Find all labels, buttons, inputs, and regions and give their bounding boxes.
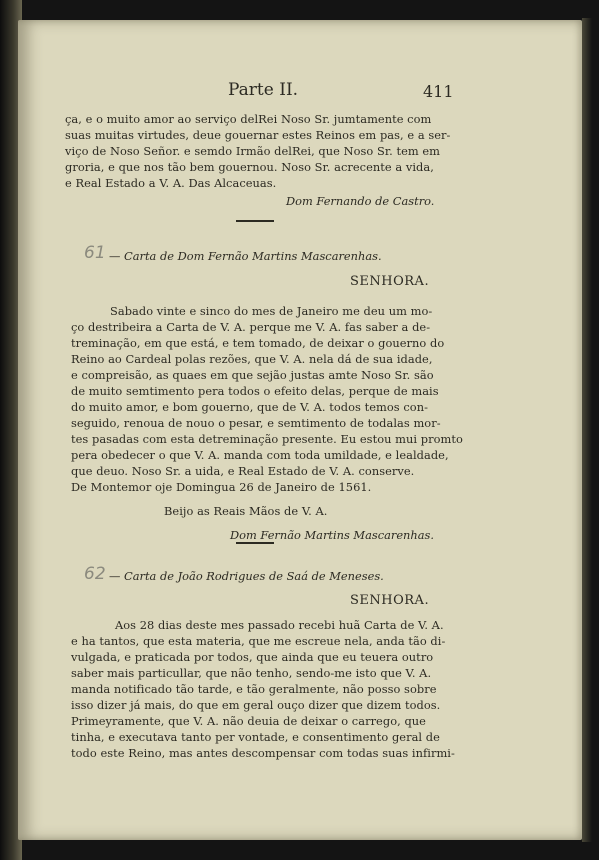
text-line: groria, e que nos tão bem gouernou. Noso Sr. acrecente a vida, (65, 160, 434, 174)
text-line: treminação, em que está, e tem tomado, de deixar o gouerno do (71, 336, 445, 350)
letter-3-title: — Carta de João Rodrigues de Saá de Meneses. (109, 569, 384, 583)
text-line: tes pasadas com esta detreminação presente. Eu estou mui promto (71, 432, 463, 446)
pencil-annotation: 61 (84, 243, 106, 263)
text-line: Reino ao Cardeal polas rezões, que V. A. nela dá de sua idade, (71, 352, 433, 366)
text-line: seguido, renoua de nouo o pesar, e semtimento de todalas mor- (71, 416, 441, 430)
text-line: ça, e o muito amor ao serviço delRei Noso Sr. jumtamente com (65, 112, 432, 126)
section-divider (236, 220, 274, 222)
text-line: isso dizer já mais, do que em geral ouço dizer que dizem todos. (71, 698, 441, 712)
book-page (18, 20, 582, 840)
text-line: De Montemor oje Domingua 26 de Janeiro de 1561. (71, 480, 372, 494)
section-divider (236, 542, 274, 544)
text-line: Aos 28 dias deste mes passado recebi huã Carta de V. A. (115, 618, 444, 632)
text-line: Primeyramente, que V. A. não deuia de deixar o carrego, que (71, 714, 426, 728)
text-line: ço destribeira a Carta de V. A. perque me V. A. fas saber a de- (71, 320, 431, 334)
letter-2-title: — Carta de Dom Fernão Martins Mascarenhas. (109, 249, 382, 263)
text-line: pera obedecer o que V. A. manda com toda umildade, e lealdade, (71, 448, 449, 462)
text-line: e compreisão, as quaes em que sejão justas amte Noso Sr. são (71, 368, 434, 382)
text-line: do muito amor, e bom gouerno, que de V. A. todos temos con- (71, 400, 428, 414)
text-line: de muito semtimento pera todos o efeito delas, perque de mais (71, 384, 439, 398)
letter-2-salutation: SENHORA. (350, 274, 430, 289)
text-line: tinha, e executava tanto per vontade, e consentimento geral de (71, 730, 440, 744)
text-line: manda notificado tão tarde, e tão geralmente, não posso sobre (71, 682, 437, 696)
letter-3-salutation: SENHORA. (350, 593, 430, 608)
pencil-annotation: 62 (84, 564, 106, 584)
page-edge (582, 18, 592, 842)
text-line: e Real Estado a V. A. Das Alcaceuas. (65, 176, 277, 190)
text-line: vulgada, e praticada por todos, que ainda que eu teuera outro (71, 650, 434, 664)
letter-2-closing: Beijo as Reais Mãos de V. A. (164, 504, 328, 518)
text-line: e ha tantos, que esta materia, que me escreue nela, anda tão di- (71, 634, 446, 648)
text-line: viço de Noso Señor. e semdo Irmão delRei, que Noso Sr. tem em (65, 144, 441, 158)
letter-2-signature: Dom Fernão Martins Mascarenhas. (230, 528, 434, 542)
text-line: Sabado vinte e sinco do mes de Janeiro me deu um mo- (110, 304, 433, 318)
page-number: 411 (423, 82, 454, 101)
text-line: suas muitas virtudes, deue gouernar estes Reinos em pas, e a ser- (65, 128, 451, 142)
running-header: Parte II. (228, 80, 299, 100)
text-line: todo este Reino, mas antes descompensar com todas suas infirmi- (71, 746, 455, 760)
text-line: saber mais particullar, que não tenho, sendo-me isto que V. A. (71, 666, 432, 680)
text-line: que deuo. Noso Sr. a uida, e Real Estado de V. A. conserve. (71, 464, 415, 478)
letter-1-signature: Dom Fernando de Castro. (286, 194, 435, 208)
